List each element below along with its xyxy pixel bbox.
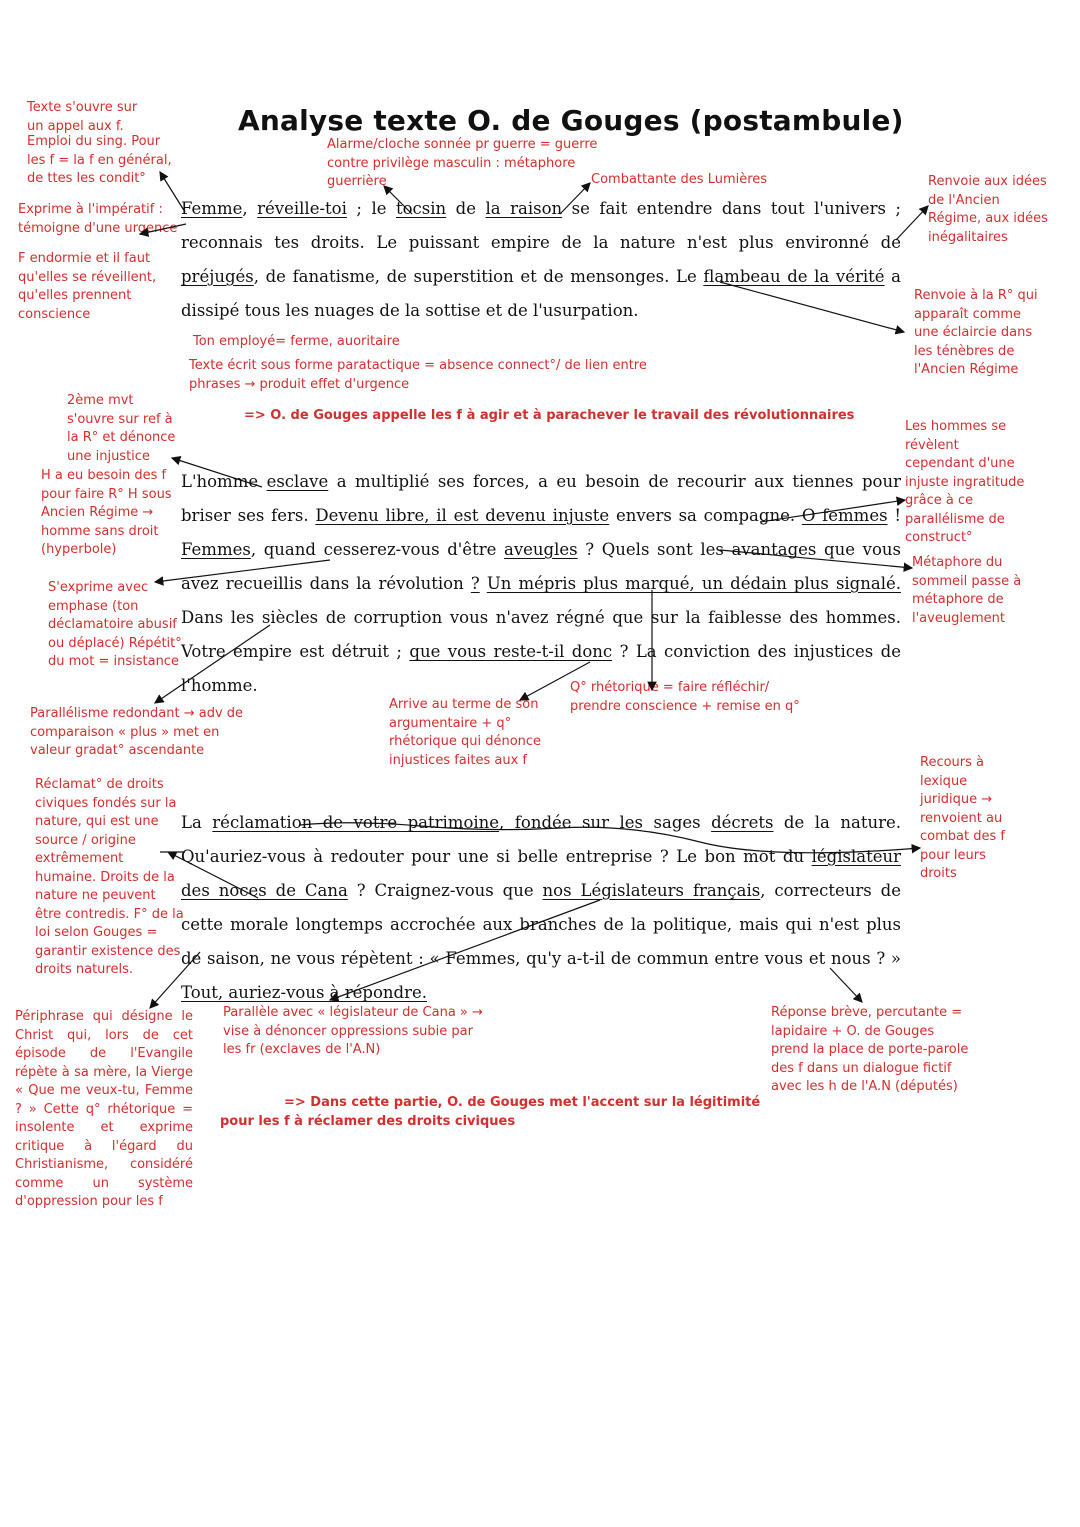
text-run: de la nature. Qu'auriez-vous à redouter pour une si belle entreprise ? Le bon mot du [181,813,901,866]
phrase-legislateurs-francais: nos Législateurs français [542,881,761,900]
text-run: , correcteurs de cette morale longtemps accrochée aux branches de la politique, mais qui n'est plus de saison, ne vous répètent : « Femmes, qu'y a-t-il de commun entre vous et nous ? » [181,881,901,968]
word-femme: Femme [181,199,243,218]
phrase-mepris: Un mépris plus marqué, un dédain plus signalé. [486,574,901,593]
text-run: , de fanatisme, de superstition et de mensonges. Le [253,267,704,286]
phrase-legislateur-cana: législateur des noces de Cana [181,847,901,900]
annotation-hyperbole: H a eu besoin des f pour faire R° H sous Ancien Régime → homme sans droit (hyperbole) [41,468,172,557]
annotation-endormie: F endormie et il faut qu'elles se réveillent, qu'elles prennent conscience [18,251,157,322]
text-run: ? Quels sont les avantages que vous avez recueillis dans la révolution [181,540,901,593]
word-decrets: décrets [711,813,774,832]
annotation-paratactique: Texte écrit sous forme paratactique = absence connect°/ de lien entre phrases → produit effet d'urgence [189,358,647,392]
text-run: a multiplié ses forces, a eu besoin de recourir aux tiennes pour briser ses fers. [181,472,901,525]
annotation-imperatif: Exprime à l'impératif : témoigne d'une urgence [18,202,178,236]
word-aveugles: aveugles [504,540,578,559]
annotation-conclusion-2: => Dans cette partie, O. de Gouges met l'accent sur la légitimité pour les f à réclamer des droits civiques [220,1095,761,1129]
paragraph-2 [181,465,901,703]
word-flambeau: flambeau de la vérité [703,267,885,286]
annotation-appel: Texte s'ouvre sur un appel aux f. [27,100,138,134]
text-run: se fait entendre dans tout l'univers ; reconnais tes droits. Le puissant empire de la nature n'est plus environné de [181,199,901,252]
word-prejuges: préjugés [181,267,254,286]
annotation-conclusion-1: => O. de Gouges appelle les f à agir et à parachever le travail des révolutionnaires [244,408,855,423]
annotation-ancien-regime: Renvoie aux idées de l'Ancien Régime, aux idées inégalitaires [928,174,1048,245]
annotation-argumentaire: Arrive au terme de son argumentaire + q° rhétorique qui dénonce injustices faites aux f [389,697,542,768]
text-run [480,574,487,593]
word-la-raison: la raison [485,199,563,218]
word-femmes: Femmes [181,540,251,559]
annotation-lumieres: Combattante des Lumières [591,172,768,187]
text-run: Dans les siècles de corruption vous n'avez régné que sur la faiblesse des hommes. Votre empire est détruit ; [181,608,901,661]
text-run: ! [887,506,901,525]
text-run: envers sa compagne. [609,506,802,525]
annotation-eclaircie: Renvoie à la R° qui apparaît comme une éclaircie dans les ténèbres de l'Ancien Régime [914,288,1038,377]
annotation-lexique-juridique: Recours à lexique juridique → renvoient au combat des f pour leurs droits [920,755,1005,881]
annotation-2eme-mvt: 2ème mvt s'ouvre sur ref à la R° et dénonce une injustice [67,393,176,464]
annotation-periphrase: Périphrase qui désigne le Christ qui, lors de cet épisode de l'Evangile répète à sa mère, la Vierge « Que me veux-tu, Femme ? » Cette q° rhétorique = insolente et exprime critique à l'égard du Christianisme, considéré comme un système d'oppression pour les f [15,1009,193,1209]
word-reveille-toi: réveille-toi [257,199,347,218]
annotation-ingratitude: Les hommes se révèlent cependant d'une injuste ingratitude grâce à ce parallélisme de construct° [905,419,1025,545]
word-tocsin: tocsin [395,199,447,218]
phrase-devenu-libre: Devenu libre, il est devenu injuste [315,506,610,525]
text-run: a dissipé tous les nuages de la sottise et de l'usurpation. [181,267,901,320]
page-title: Analyse texte O. de Gouges (postambule) [238,104,904,137]
phrase-que-vous-reste: que vous reste-t-il donc [409,642,613,661]
text-run: , fondée sur les sages [499,813,712,832]
annotation-droits-nature: Réclamat° de droits civiques fondés sur la nature, qui est une source / origine extrêmement humaine. Droits de la nature ne peuvent être contredis. F° de la loi selon Gouges = garantir existence des droits naturels. [35,777,184,977]
question-mark: ? [470,574,480,593]
text-run: L'homme [181,472,267,491]
annotation-question-rhetorique: Q° rhétorique = faire réfléchir/ prendre conscience + remise en q° [570,680,800,714]
annotation-ton: Ton employé= ferme, auoritaire [193,334,400,349]
phrase-tout-auriez: Tout, auriez-vous à répondre. [181,983,427,1002]
annotation-aveuglement: Métaphore du sommeil passe à métaphore de l'aveuglement [912,555,1022,626]
word-esclave: esclave [266,472,329,491]
text-run: de [446,199,486,218]
annotation-singulier: Emploi du sing. Pour les f = la f en général, de ttes les condit° [27,134,172,186]
paragraph-1 [181,192,901,328]
annotation-parallele-cana: Parallèle avec « législateur de Cana » → vise à dénoncer oppressions subie par les fr (exclaves de l'A.N) [223,1005,483,1057]
annotation-tocsin: Alarme/cloche sonnée pr guerre = guerre contre privilège masculin : métaphore guerrière [327,137,598,189]
text-run: , [242,199,258,218]
annotation-emphase: S'exprime avec emphase (ton déclamatoire abusif ou déplacé) Répétit° du mot = insistance [48,580,182,669]
text-run: ? La conviction des injustices de l'homme. [181,642,901,695]
paragraph-3 [181,806,901,1010]
text-run: , quand cesserez-vous d'être [250,540,504,559]
annotation-reponse-breve: Réponse brève, percutante = lapidaire + O. de Gouges prend la place de porte-parole des f dans un dialogue fictif avec les h de l'A.N (députés) [771,1005,969,1094]
phrase-reclamation: réclamation de votre patrimoine [212,813,500,832]
text-run: La [181,813,213,832]
annotation-parallelisme: Parallélisme redondant → adv de comparaison « plus » met en valeur gradat° ascendante [30,706,244,758]
text-run: ? Craignez-vous que [347,881,543,900]
word-o-femmes: O femmes [801,506,888,525]
text-run: ; le [346,199,396,218]
